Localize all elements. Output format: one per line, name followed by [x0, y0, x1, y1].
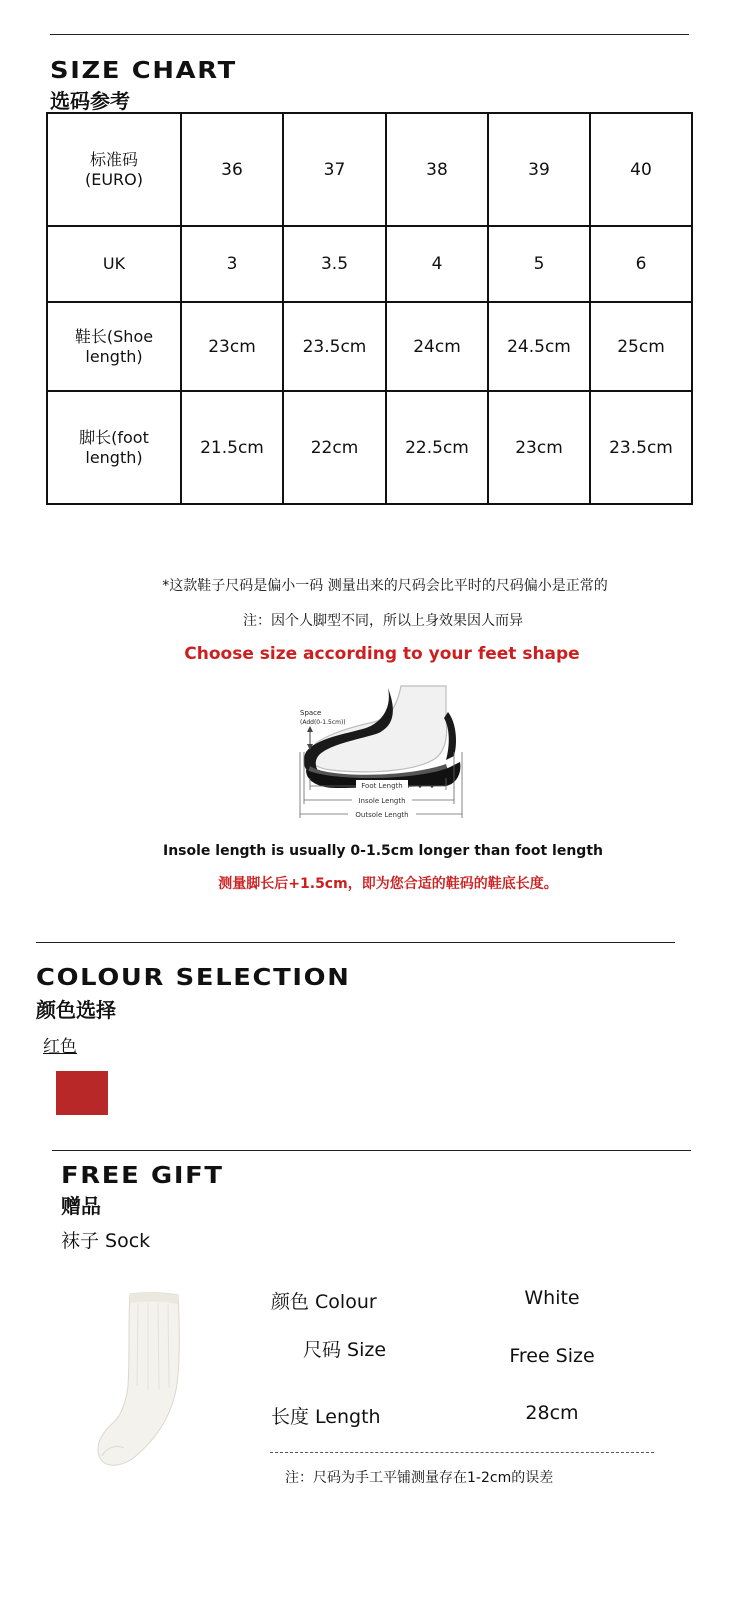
space-label: Space: [300, 709, 322, 717]
gift-size-label: 尺码 Size: [303, 1339, 387, 1361]
table-cell: 38: [386, 113, 488, 226]
gift-length-label: 长度 Length: [271, 1406, 381, 1428]
foot-length-label: Foot Length: [361, 782, 403, 790]
choose-size-heading: Choose size according to your feet shape: [184, 644, 580, 664]
table-cell: 5: [488, 226, 590, 302]
colour-section-subtitle: 颜色选择: [36, 998, 116, 1022]
gift-footnote: 注：尺码为手工平铺测量存在1-2cm的误差: [285, 1470, 554, 1486]
size-chart-subtitle: 选码参考: [50, 89, 130, 113]
table-header-shoe-length: 鞋长(Shoe length): [47, 302, 181, 391]
table-cell: 40: [590, 113, 692, 226]
table-header-foot-length: 脚长(foot length): [47, 391, 181, 504]
table-cell: 3: [181, 226, 283, 302]
table-header-euro: 标准码 (EURO): [47, 113, 181, 226]
table-row: [47, 113, 692, 226]
size-note: *这款鞋子尺码是偏小一码 测量出来的尺码会比平时的尺码偏小是正常的: [162, 578, 608, 594]
table-cell: 24.5cm: [488, 302, 590, 391]
gift-section-subtitle: 赠品: [61, 1194, 101, 1218]
table-row: [47, 302, 692, 391]
insole-note-cn: 测量脚长后+1.5cm，即为您合适的鞋码的鞋底长度。: [218, 876, 558, 892]
table-row: [47, 391, 692, 504]
table-cell: 37: [283, 113, 386, 226]
gift-colour-value: White: [524, 1287, 580, 1309]
gift-size-value: Free Size: [509, 1345, 595, 1367]
gift-item-name: 袜子 Sock: [61, 1230, 151, 1252]
insole-length-label: Insole Length: [358, 797, 406, 805]
table-cell: 39: [488, 113, 590, 226]
colour-divider: [36, 942, 675, 943]
gift-section-title: FREE GIFT: [61, 1163, 224, 1189]
table-row: [47, 226, 692, 302]
top-divider: [50, 34, 689, 35]
gift-divider: [52, 1150, 691, 1151]
table-cell: 23cm: [181, 302, 283, 391]
gift-colour-label: 颜色 Colour: [271, 1291, 377, 1313]
dashed-divider: [270, 1452, 654, 1453]
table-cell: 6: [590, 226, 692, 302]
fit-note: 注：因个人脚型不同，所以上身效果因人而异: [243, 613, 523, 629]
insole-note: Insole length is usually 0-1.5cm longer than foot length: [162, 843, 603, 859]
shoe-diagram: [296, 682, 468, 824]
gift-length-value: 28cm: [525, 1402, 579, 1424]
space-sublabel: (Add(0-1.5cm)): [300, 719, 346, 726]
size-table: [46, 112, 693, 505]
table-cell: 22cm: [283, 391, 386, 504]
table-cell: 25cm: [590, 302, 692, 391]
table-header-uk: UK: [47, 226, 181, 302]
size-chart-title: SIZE CHART: [50, 58, 237, 84]
table-cell: 21.5cm: [181, 391, 283, 504]
colour-option-label[interactable]: 红色: [43, 1037, 77, 1057]
table-cell: 23.5cm: [283, 302, 386, 391]
table-cell: 4: [386, 226, 488, 302]
sock-image: [92, 1290, 192, 1472]
table-cell: 23cm: [488, 391, 590, 504]
outsole-length-label: Outsole Length: [355, 811, 409, 819]
colour-section-title: COLOUR SELECTION: [36, 965, 351, 991]
table-cell: 23.5cm: [590, 391, 692, 504]
table-cell: 22.5cm: [386, 391, 488, 504]
table-cell: 36: [181, 113, 283, 226]
table-cell: 3.5: [283, 226, 386, 302]
colour-swatch-red[interactable]: [56, 1071, 108, 1115]
table-cell: 24cm: [386, 302, 488, 391]
